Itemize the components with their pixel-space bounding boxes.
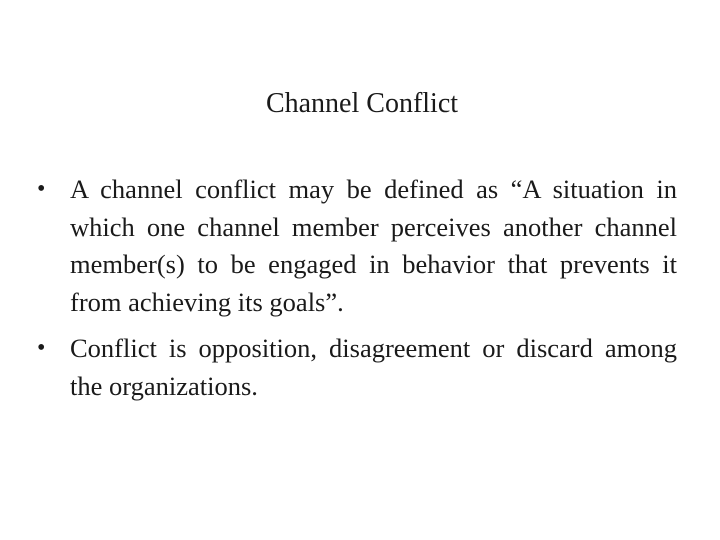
bullet-list bbox=[37, 171, 677, 414]
bullet-text: A channel conflict may be defined as “A situation in which one channel member perceives another channel member(s) to be engaged in behavior that prevents it from achieving its goals”. bbox=[70, 174, 677, 317]
bullet-item-opposition bbox=[37, 330, 677, 405]
bullet-marker: • bbox=[37, 335, 46, 361]
slide-title: Channel Conflict bbox=[265, 88, 459, 119]
bullet-text: Conflict is opposition, disagreement or discard among the organizations. bbox=[70, 333, 677, 401]
bullet-item-definition bbox=[37, 171, 677, 321]
bullet-marker: • bbox=[37, 176, 46, 202]
